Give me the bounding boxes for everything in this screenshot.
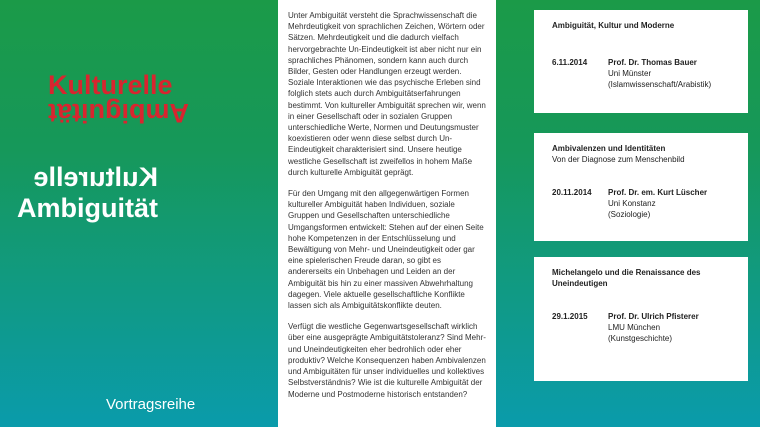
event-department: (Soziologie) [608, 210, 651, 219]
event-title: Ambiguität, Kultur und Moderne [552, 21, 675, 30]
white-title-line1-mirrored: Kulturelle [33, 162, 158, 192]
event-talk [552, 311, 734, 344]
event-card-1 [534, 10, 748, 113]
event-speaker-info [608, 187, 734, 220]
paragraph-2: Für den Umgang mit den allgegenwärtigen Formen kultureller Ambiguität haben Individuen, soziale Gruppen und Gesellschaften unterschiedliche Umgangsformen entwickelt: Stehen auf der einen Seite hohe Kompetenzen in der Entschlüsselung und Bewältigung von Mehr- und Uneindeutigkeit oder gar eine spielerischen Freude daran, so gibt es andererseits ein Unbehagen und Leiden an der Ambiguität bis hin zu einer massiven Abwehrhaltung dagegen. Viele aktuelle gesellschaftliche Konflikte lassen sich als Ambiguitätskonflikte deuten. [288, 189, 484, 311]
event-department: (Kunstgeschichte) [608, 334, 673, 343]
paragraph-3: Verfügt die westliche Gegenwartsgesellschaft wirklich über eine ausgeprägte Ambiguitätstoleranz? Sind Mehr- und Uneindeutigkeiten eher bedrohlich oder eher produktiv? Welche Konsequenzen haben Ambivalenzen und Ambiguitäten für unser individuelles und kollektives Selbstverständnis? Wie ist die kulturelle Ambiguität der Moderne und Postmoderne historisch entstanden? [288, 322, 486, 399]
event-speaker: Prof. Dr. em. Kurt Lüscher [608, 188, 708, 197]
event-speaker-info [608, 57, 734, 90]
event-institution: Uni Konstanz [608, 199, 656, 208]
event-date: 29.1.2015 [552, 312, 588, 321]
event-speaker: Prof. Dr. Thomas Bauer [608, 58, 697, 67]
intro-text-column [278, 0, 496, 427]
event-talk [552, 187, 734, 220]
red-title-line1: Kulturelle [48, 70, 173, 100]
event-title: Ambivalenzen und Identitäten [552, 144, 666, 153]
event-date: 6.11.2014 [552, 58, 588, 67]
paragraph-1: Unter Ambiguität versteht die Sprachwissenschaft die Mehrdeutigkeit von sprachlichen Zeichen, Wörtern oder Sätzen. Mehrdeutigkeit und die dadurch vielfach hervorgebrachte Un-Eindeutigkeit ist aber nicht nur ein sprachliches Phänomen, sondern kann auch durch Bilder, Gesten oder Handlungen erzeugt werden. Soziale Interaktionen wie das psychische Erleben sind folglich stets auch durch Ambiguitätserfahrungen bestimmt. Von kultureller Ambiguität sprechen wir, wenn in einer Gesellschaft oder in sozialen Gruppen unterschiedliche Werte, Normen und Deutungsmuster koexistieren oder wenn diese selbst durch Un-Eindeutigkeit charakterisiert sind. Unsere heutige westliche Gesellschaft ist zweifellos in hohem Maße durch kulturelle Ambiguität geprägt. [288, 11, 486, 177]
event-speaker: Prof. Dr. Ulrich Pfisterer [608, 312, 699, 321]
red-title [48, 72, 189, 126]
series-label: Vortragsreihe [106, 396, 196, 413]
event-subtitle: Von der Diagnose zum Menschenbild [552, 155, 685, 164]
event-title: Michelangelo und die Renaissance des Uneindeutigen [552, 268, 701, 288]
poster-left-panel [0, 0, 266, 427]
event-department: (Islamwissenschaft/Arabistik) [608, 80, 712, 89]
event-card-3 [534, 257, 748, 381]
event-institution: Uni Münster [608, 69, 652, 78]
event-institution: LMU München [608, 323, 661, 332]
white-title-line2: Ambiguität [17, 193, 158, 223]
event-speaker-info [608, 311, 734, 344]
white-title [17, 162, 158, 224]
event-date: 20.11.2014 [552, 188, 592, 197]
event-card-2 [534, 133, 748, 241]
red-title-line2-rotated: Ambiguität [48, 98, 189, 128]
event-talk [552, 57, 734, 90]
